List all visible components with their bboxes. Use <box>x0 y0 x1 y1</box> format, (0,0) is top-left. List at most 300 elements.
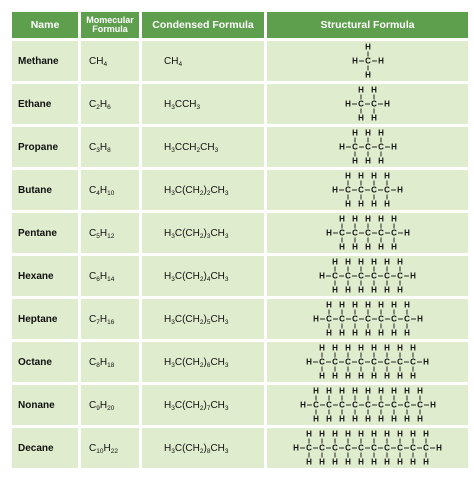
header-condensed-formula: Condensed Formula <box>142 12 264 38</box>
hydrogen-atom: H <box>351 214 358 224</box>
carbon-atom: C <box>358 443 364 453</box>
molecular-formula-text: H <box>103 442 111 454</box>
carbon-atom: C <box>351 314 358 324</box>
molecular-formula-text: H <box>99 313 108 325</box>
molecular-formula <box>89 400 114 411</box>
structural-formula-diagram <box>351 41 385 81</box>
hydrogen-atom: H <box>332 429 338 439</box>
hydrogen-atom: H <box>364 414 371 424</box>
molecular-formula-text: C <box>89 442 97 454</box>
hydrogen-atom: H <box>351 156 358 166</box>
molecular-formula-cell-heptane <box>81 299 139 339</box>
molecular-formula-text: H <box>99 184 108 196</box>
condensed-formula-text: C(CH <box>174 227 200 239</box>
molecular-formula <box>89 314 114 325</box>
condensed-formula-subscript: 7 <box>206 404 211 412</box>
hydrogen-atom: H <box>390 414 397 424</box>
hydrogen-atom: H <box>423 429 429 439</box>
hydrogen-atom: H <box>371 113 377 123</box>
condensed-formula-subscript: 3 <box>206 232 211 240</box>
molecular-formula-text: C <box>89 313 97 325</box>
condensed-formula-text: ) <box>203 270 207 282</box>
carbon-atom: C <box>403 314 410 324</box>
structural-formula-cell-decane <box>267 428 468 468</box>
condensed-formula-subscript: 2 <box>206 189 211 197</box>
hydrogen-atom: H <box>403 328 410 338</box>
carbon-atom: C <box>332 357 338 367</box>
condensed-formula <box>164 185 229 196</box>
molecular-formula-subscript: 10 <box>96 447 104 455</box>
condensed-formula-subscript: 3 <box>224 404 229 412</box>
hydrogen-atom: H <box>312 314 319 324</box>
structural-formula-diagram <box>344 84 391 124</box>
molecular-formula-text: CH <box>89 55 104 67</box>
condensed-formula-text: H <box>164 356 172 368</box>
carbon-atom: C <box>397 443 403 453</box>
hydrogen-atom: H <box>351 386 358 396</box>
carbon-atom: C <box>319 357 325 367</box>
condensed-formula-text: ) <box>203 356 207 368</box>
hydrogen-atom: H <box>377 156 384 166</box>
hydrogen-atom: H <box>358 85 364 95</box>
condensed-formula-subscript: 3 <box>196 103 201 111</box>
hydrogen-atom: H <box>325 414 332 424</box>
hydrogen-atom: H <box>377 214 384 224</box>
condensed-formula-text: CH <box>164 55 179 67</box>
carbon-atom: C <box>423 443 429 453</box>
molecular-formula-text: C <box>89 141 97 153</box>
name-cell-octane: Octane <box>12 342 78 382</box>
hydrogen-atom: H <box>319 457 325 467</box>
carbon-atom: C <box>325 314 332 324</box>
molecular-formula-text: H <box>99 227 108 239</box>
molecular-formula-subscript: 8 <box>96 361 100 369</box>
condensed-formula-text: CH <box>210 399 225 411</box>
condensed-formula-cell-octane <box>142 342 264 382</box>
molecular-formula-cell-nonane <box>81 385 139 425</box>
condensed-formula-text: CH <box>210 442 225 454</box>
condensed-formula <box>164 142 218 153</box>
molecular-formula-cell-ethane <box>81 84 139 124</box>
condensed-formula-text: H <box>164 270 172 282</box>
carbon-atom: C <box>351 142 358 152</box>
hydrogen-atom: H <box>423 357 429 367</box>
header-name: Name <box>12 12 78 38</box>
hydrogen-atom: H <box>384 171 390 181</box>
molecular-formula-subscript: 7 <box>96 318 100 326</box>
molecular-formula-cell-octane <box>81 342 139 382</box>
condensed-formula-subscript: 2 <box>196 146 201 154</box>
carbon-atom: C <box>345 185 351 195</box>
molecular-formula-subscript: 16 <box>107 318 115 326</box>
molecular-formula-subscript: 14 <box>107 275 115 283</box>
carbon-atom: C <box>397 357 403 367</box>
condensed-formula-text: ) <box>203 442 207 454</box>
condensed-formula-text: CH <box>210 270 225 282</box>
carbon-atom: C <box>364 142 371 152</box>
condensed-formula-text: C(CH <box>174 399 200 411</box>
hydrogen-atom: H <box>332 457 338 467</box>
carbon-atom: C <box>390 400 397 410</box>
hydrogen-atom: H <box>332 185 338 195</box>
hydrogen-atom: H <box>397 257 403 267</box>
condensed-formula-cell-propane <box>142 127 264 167</box>
condensed-formula-text: ) <box>203 227 207 239</box>
carbon-atom: C <box>384 357 390 367</box>
carbon-atom: C <box>358 99 364 109</box>
carbon-atom: C <box>358 357 364 367</box>
molecular-formula-subscript: 2 <box>96 103 100 111</box>
header-molecular-formula: Momecular Formula <box>81 12 139 38</box>
condensed-formula <box>164 271 229 282</box>
condensed-formula-subscript: 4 <box>178 60 183 68</box>
carbon-atom: C <box>332 271 338 281</box>
condensed-formula-text: H <box>164 141 172 153</box>
hydrogen-atom: H <box>384 99 390 109</box>
hydrogen-atom: H <box>397 343 403 353</box>
carbon-atom: C <box>410 443 416 453</box>
hydrogen-atom: H <box>403 228 410 238</box>
name-cell-pentane: Pentane <box>12 213 78 253</box>
hydrogen-atom: H <box>384 457 390 467</box>
hydrogen-atom: H <box>403 414 410 424</box>
carbon-atom: C <box>371 443 377 453</box>
molecular-formula <box>89 142 111 153</box>
condensed-formula-subscript: 3 <box>171 275 175 283</box>
hydrogen-atom: H <box>410 343 416 353</box>
hydrogen-atom: H <box>364 386 371 396</box>
hydrogen-atom: H <box>364 242 371 252</box>
condensed-formula-subscript: 4 <box>206 275 211 283</box>
carbon-atom: C <box>390 228 397 238</box>
hydrogen-atom: H <box>390 386 397 396</box>
hydrogen-atom: H <box>377 56 384 66</box>
hydrogen-atom: H <box>332 257 338 267</box>
condensed-formula-subscript: 6 <box>206 361 211 369</box>
hydrogen-atom: H <box>371 171 377 181</box>
hydrogen-atom: H <box>351 56 358 66</box>
condensed-formula-subscript: 3 <box>224 447 229 455</box>
hydrogen-atom: H <box>351 300 358 310</box>
molecular-formula-text: H <box>99 356 108 368</box>
hydrogen-atom: H <box>397 429 403 439</box>
structural-formula-cell-octane <box>267 342 468 382</box>
structural-formula-diagram <box>338 127 398 167</box>
molecular-formula-subscript: 6 <box>107 103 111 111</box>
condensed-formula <box>164 314 229 325</box>
hydrogen-atom: H <box>293 443 299 453</box>
name-cell-ethane: Ethane <box>12 84 78 124</box>
condensed-formula-subscript: 2 <box>199 404 204 412</box>
condensed-formula-text: H <box>164 442 172 454</box>
hydrogen-atom: H <box>325 328 332 338</box>
hydrogen-atom: H <box>410 457 416 467</box>
hydrogen-atom: H <box>358 371 364 381</box>
structural-formula-diagram <box>318 256 417 296</box>
molecular-formula-text: C <box>89 399 97 411</box>
carbon-atom: C <box>377 228 384 238</box>
hydrogen-atom: H <box>351 242 358 252</box>
condensed-formula-text: ) <box>203 184 207 196</box>
condensed-formula <box>164 400 229 411</box>
structural-formula-cell-nonane <box>267 385 468 425</box>
hydrogen-atom: H <box>358 285 364 295</box>
name-cell-nonane: Nonane <box>12 385 78 425</box>
hydrogen-atom: H <box>364 328 371 338</box>
molecular-formula-text: C <box>89 98 97 110</box>
condensed-formula-text: C(CH <box>174 356 200 368</box>
carbon-atom: C <box>377 142 384 152</box>
hydrogen-atom: H <box>338 242 345 252</box>
molecular-formula-subscript: 18 <box>107 361 115 369</box>
hydrogen-atom: H <box>410 429 416 439</box>
hydrogen-atom: H <box>384 371 390 381</box>
condensed-formula-cell-methane <box>142 41 264 81</box>
hydrogen-atom: H <box>299 400 306 410</box>
molecular-formula-text: C <box>89 184 97 196</box>
hydrogen-atom: H <box>345 199 351 209</box>
hydrogen-atom: H <box>371 85 377 95</box>
molecular-formula-text: C <box>89 270 97 282</box>
molecular-formula-cell-propane <box>81 127 139 167</box>
condensed-formula-subscript: 3 <box>224 232 229 240</box>
hydrogen-atom: H <box>403 300 410 310</box>
hydrogen-atom: H <box>345 171 351 181</box>
hydrogen-atom: H <box>338 142 345 152</box>
molecular-formula-subscript: 4 <box>103 60 108 68</box>
hydrogen-atom: H <box>358 113 364 123</box>
hydrogen-atom: H <box>377 242 384 252</box>
condensed-formula-text: CH <box>210 313 225 325</box>
hydrogen-atom: H <box>371 285 377 295</box>
carbon-atom: C <box>403 400 410 410</box>
carbon-atom: C <box>358 271 364 281</box>
condensed-formula-subscript: 3 <box>171 404 175 412</box>
condensed-formula-subscript: 3 <box>171 318 175 326</box>
molecular-formula-cell-methane <box>81 41 139 81</box>
hydrogen-atom: H <box>319 429 325 439</box>
condensed-formula-subscript: 3 <box>171 189 175 197</box>
carbon-atom: C <box>345 271 351 281</box>
molecular-formula-subscript: 20 <box>107 404 115 412</box>
hydrogen-atom: H <box>423 457 429 467</box>
hydrogen-atom: H <box>345 371 351 381</box>
carbon-atom: C <box>325 400 332 410</box>
hydrogen-atom: H <box>332 343 338 353</box>
hydrogen-atom: H <box>390 242 397 252</box>
structural-formula-cell-methane <box>267 41 468 81</box>
carbon-atom: C <box>384 185 390 195</box>
molecular-formula-text: H <box>99 98 108 110</box>
molecular-formula-subscript: 6 <box>96 275 100 283</box>
hydrogen-atom: H <box>384 429 390 439</box>
hydrogen-atom: H <box>397 371 403 381</box>
carbon-atom: C <box>371 357 377 367</box>
condensed-formula-text: CH <box>200 141 215 153</box>
structural-formula-diagram <box>331 170 404 210</box>
molecular-formula-subscript: 10 <box>107 189 115 197</box>
structural-formula-cell-propane <box>267 127 468 167</box>
hydrogen-atom: H <box>371 199 377 209</box>
condensed-formula-subscript: 3 <box>171 232 175 240</box>
condensed-formula-subscript: 5 <box>206 318 211 326</box>
name-cell-methane: Methane <box>12 41 78 81</box>
molecular-formula <box>89 228 114 239</box>
hydrogen-atom: H <box>364 128 371 138</box>
hydrogen-atom: H <box>364 214 371 224</box>
hydrogen-atom: H <box>325 228 332 238</box>
molecular-formula-subscript: 22 <box>110 447 118 455</box>
carbon-atom: C <box>345 357 351 367</box>
carbon-atom: C <box>384 271 390 281</box>
name-cell-hexane: Hexane <box>12 256 78 296</box>
hydrogen-atom: H <box>377 328 384 338</box>
hydrogen-atom: H <box>332 371 338 381</box>
condensed-formula-subscript: 2 <box>199 189 204 197</box>
hydrogen-atom: H <box>338 214 345 224</box>
molecular-formula-cell-decane <box>81 428 139 468</box>
hydrogen-atom: H <box>403 386 410 396</box>
carbon-atom: C <box>371 271 377 281</box>
hydrogen-atom: H <box>390 142 397 152</box>
carbon-atom: C <box>364 400 371 410</box>
hydrogen-atom: H <box>338 386 345 396</box>
condensed-formula-text: CH <box>210 227 225 239</box>
carbon-atom: C <box>410 357 416 367</box>
condensed-formula-subscript: 3 <box>224 361 229 369</box>
hydrogen-atom: H <box>371 457 377 467</box>
molecular-formula-subscript: 3 <box>96 146 100 154</box>
condensed-formula-text: H <box>164 184 172 196</box>
hydrogen-atom: H <box>377 300 384 310</box>
carbon-atom: C <box>364 56 371 66</box>
condensed-formula-text: ) <box>203 313 207 325</box>
hydrogen-atom: H <box>306 357 312 367</box>
carbon-atom: C <box>377 314 384 324</box>
carbon-atom: C <box>332 443 338 453</box>
molecular-formula-cell-hexane <box>81 256 139 296</box>
condensed-formula-subscript: 2 <box>199 447 204 455</box>
carbon-atom: C <box>351 228 358 238</box>
hydrogen-atom: H <box>345 457 351 467</box>
hydrogen-atom: H <box>325 300 332 310</box>
condensed-formula-cell-butane <box>142 170 264 210</box>
hydrogen-atom: H <box>397 285 403 295</box>
carbon-atom: C <box>345 443 351 453</box>
condensed-formula <box>164 56 182 67</box>
name-cell-heptane: Heptane <box>12 299 78 339</box>
carbon-atom: C <box>384 443 390 453</box>
condensed-formula-subscript: 3 <box>224 189 229 197</box>
condensed-formula-text: C(CH <box>174 442 200 454</box>
molecular-formula-text: C <box>89 356 97 368</box>
hydrogen-atom: H <box>312 414 319 424</box>
carbon-atom: C <box>319 443 325 453</box>
hydrogen-atom: H <box>436 443 442 453</box>
condensed-formula-subscript: 2 <box>199 275 204 283</box>
hydrogen-atom: H <box>371 429 377 439</box>
condensed-formula-cell-decane <box>142 428 264 468</box>
carbon-atom: C <box>306 443 312 453</box>
carbon-atom: C <box>358 185 364 195</box>
hydrogen-atom: H <box>384 343 390 353</box>
structural-formula-cell-butane <box>267 170 468 210</box>
hydrogen-atom: H <box>371 257 377 267</box>
condensed-formula-subscript: 3 <box>224 318 229 326</box>
molecular-formula-subscript: 8 <box>107 146 111 154</box>
hydrogen-atom: H <box>351 414 358 424</box>
structural-formula-diagram <box>292 428 443 468</box>
condensed-formula-subscript: 3 <box>171 146 175 154</box>
structural-formula-cell-ethane <box>267 84 468 124</box>
condensed-formula <box>164 357 229 368</box>
structural-formula-diagram <box>299 385 437 425</box>
hydrogen-atom: H <box>306 457 312 467</box>
condensed-formula-subscript: 2 <box>199 318 204 326</box>
condensed-formula-cell-hexane <box>142 256 264 296</box>
condensed-formula-cell-heptane <box>142 299 264 339</box>
hydrogen-atom: H <box>332 285 338 295</box>
name-cell-butane: Butane <box>12 170 78 210</box>
structural-formula-cell-hexane <box>267 256 468 296</box>
condensed-formula-text: H <box>164 313 172 325</box>
condensed-formula-text: CCH <box>174 98 197 110</box>
hydrogen-atom: H <box>319 343 325 353</box>
condensed-formula-text: CH <box>210 184 225 196</box>
condensed-formula-text: C(CH <box>174 184 200 196</box>
hydrogen-atom: H <box>345 257 351 267</box>
hydrogen-atom: H <box>338 328 345 338</box>
header-structural-formula: Structural Formula <box>267 12 468 38</box>
carbon-atom: C <box>351 400 358 410</box>
molecular-formula-text: H <box>99 399 108 411</box>
carbon-atom: C <box>338 314 345 324</box>
hydrogen-atom: H <box>358 429 364 439</box>
hydrogen-atom: H <box>358 257 364 267</box>
structural-formula-diagram <box>312 299 424 339</box>
hydrogen-atom: H <box>390 328 397 338</box>
hydrogen-atom: H <box>377 128 384 138</box>
molecular-formula <box>89 357 114 368</box>
carbon-atom: C <box>364 228 371 238</box>
hydrogen-atom: H <box>397 185 403 195</box>
condensed-formula-subscript: 3 <box>224 275 229 283</box>
carbon-atom: C <box>338 228 345 238</box>
name-cell-propane: Propane <box>12 127 78 167</box>
carbon-atom: C <box>364 314 371 324</box>
condensed-formula-text: H <box>164 227 172 239</box>
condensed-formula-cell-nonane <box>142 385 264 425</box>
molecular-formula-cell-butane <box>81 170 139 210</box>
molecular-formula-subscript: 9 <box>96 404 100 412</box>
hydrogen-atom: H <box>377 414 384 424</box>
condensed-formula-subscript: 2 <box>199 361 204 369</box>
hydrogen-atom: H <box>345 343 351 353</box>
hydrogen-atom: H <box>358 457 364 467</box>
structural-formula-diagram <box>305 342 430 382</box>
molecular-formula-cell-pentane <box>81 213 139 253</box>
hydrogen-atom: H <box>351 128 358 138</box>
hydrogen-atom: H <box>416 314 423 324</box>
molecular-formula-subscript: 5 <box>96 232 100 240</box>
hydrogen-atom: H <box>384 257 390 267</box>
hydrogen-atom: H <box>319 271 325 281</box>
condensed-formula-subscript: 3 <box>171 361 175 369</box>
condensed-formula-text: ) <box>203 399 207 411</box>
carbon-atom: C <box>338 400 345 410</box>
hydrogen-atom: H <box>345 285 351 295</box>
condensed-formula-text: CCH <box>174 141 197 153</box>
